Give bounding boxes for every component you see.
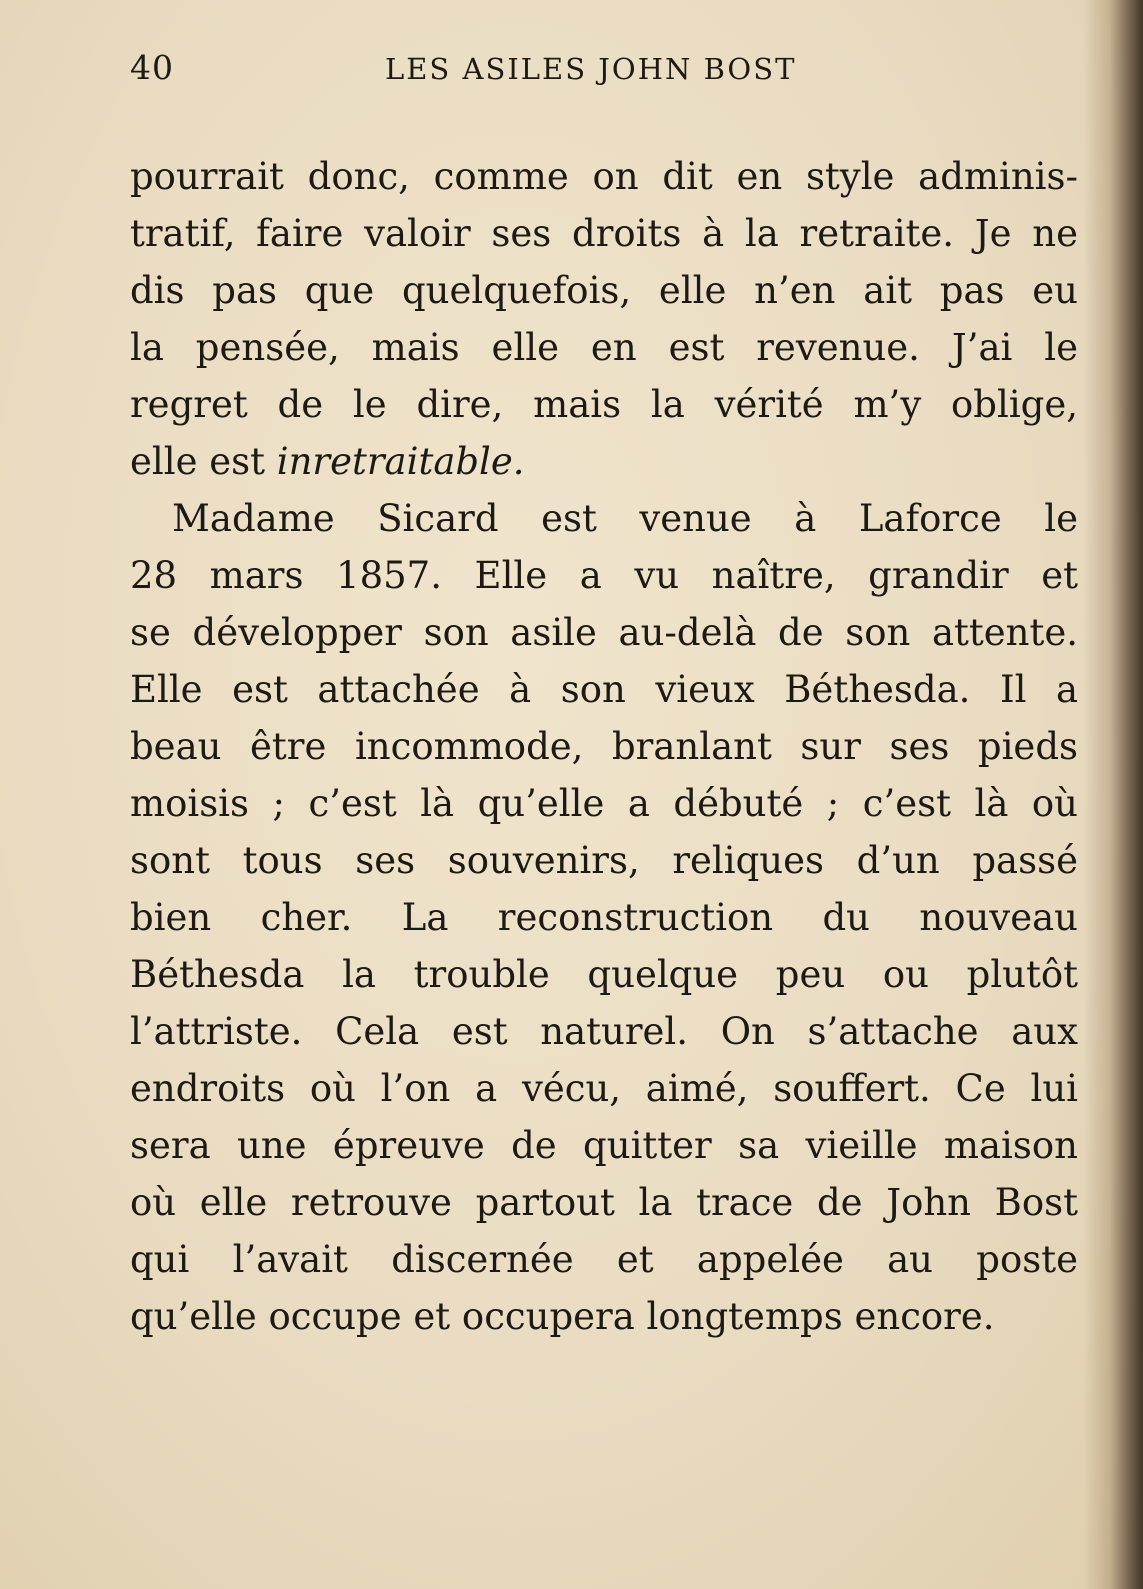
text-line: se développer son asile au-delà de son attente. bbox=[130, 611, 1078, 654]
paragraph-2 bbox=[130, 490, 1078, 1345]
text-line: dis pas que quelquefois, elle n’en ait pas eu bbox=[130, 269, 1078, 312]
text-line: beau être incommode, branlant sur ses pieds bbox=[130, 725, 1078, 768]
text-line: regret de le dire, mais la vérité m’y oblige, bbox=[130, 383, 1078, 426]
text-line-last: qu’elle occupe et occupera longtemps encore. bbox=[130, 1295, 995, 1338]
running-head: LES ASILES JOHN BOST bbox=[385, 52, 797, 86]
text-line: qui l’avait discernée et appelée au poste bbox=[130, 1238, 1078, 1281]
text-line: 28 mars 1857. Elle a vu naître, grandir et bbox=[130, 554, 1078, 597]
page-number: 40 bbox=[130, 48, 174, 87]
text-line: Elle est attachée à son vieux Béthesda. Il a bbox=[130, 668, 1078, 711]
paragraph-1 bbox=[130, 148, 1078, 490]
binding-edge bbox=[1083, 0, 1143, 1589]
text-line-last bbox=[130, 433, 1078, 490]
text-line: Béthesda la trouble quelque peu ou plutôt bbox=[130, 953, 1078, 996]
text-line: moisis ; c’est là qu’elle a débuté ; c’est là où bbox=[130, 782, 1078, 825]
text-line: sont tous ses souvenirs, reliques d’un passé bbox=[130, 839, 1078, 882]
page-header bbox=[130, 48, 830, 92]
text-line: sera une épreuve de quitter sa vieille maison bbox=[130, 1124, 1078, 1167]
body-text bbox=[130, 148, 1078, 1345]
text-line: bien cher. La reconstruction du nouveau bbox=[130, 896, 1078, 939]
text-line: l’attriste. Cela est naturel. On s’attache aux bbox=[130, 1010, 1078, 1053]
text-line-prefix: elle est bbox=[130, 440, 277, 483]
text-line: endroits où l’on a vécu, aimé, souffert. Ce lui bbox=[130, 1067, 1078, 1110]
text-line: pourrait donc, comme on dit en style adminis- bbox=[130, 155, 1078, 198]
italic-word: inretraitable. bbox=[276, 440, 525, 483]
text-line: où elle retrouve partout la trace de John Bost bbox=[130, 1181, 1078, 1224]
text-line: la pensée, mais elle en est revenue. J’ai le bbox=[130, 326, 1078, 369]
text-line: tratif, faire valoir ses droits à la retraite. Je ne bbox=[130, 212, 1078, 255]
text-line: Madame Sicard est venue à Laforce le bbox=[172, 497, 1078, 540]
